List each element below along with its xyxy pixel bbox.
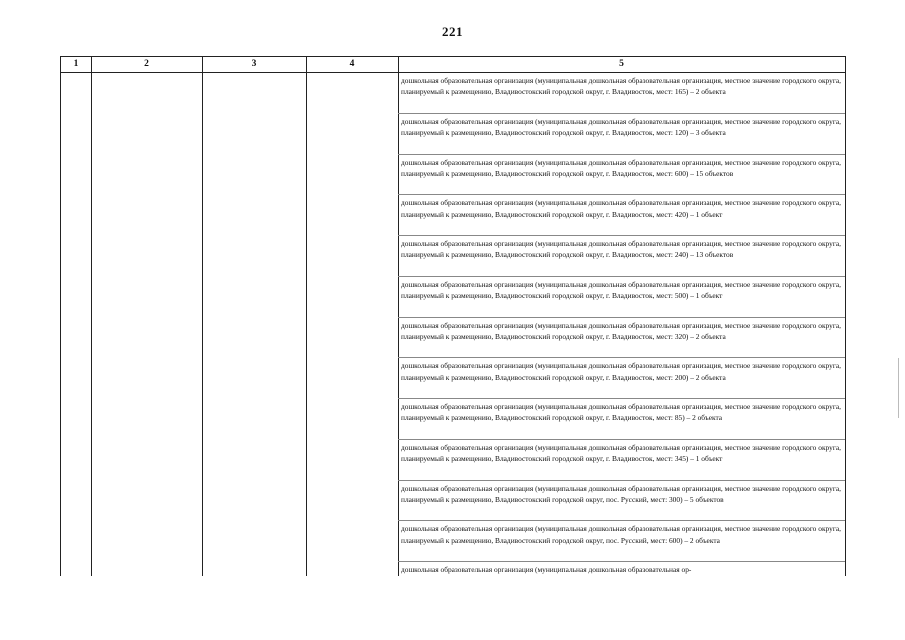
list-item: дошкольная образовательная организация (муниципальная дошкольная образовательная организация, местное значение городского округа, планируемый к размещению, Владивостокский городской округ, пос. Русский, мест: 300) – 5 объектов bbox=[398, 481, 845, 522]
header-col-5: 5 bbox=[619, 59, 624, 69]
column-divider bbox=[202, 57, 203, 576]
header-col-2: 2 bbox=[144, 59, 149, 69]
list-item: дошкольная образовательная организация (муниципальная дошкольная образовательная организация, местное значение городского округа, планируемый к размещению, Владивостокский городской округ, г. Владивосток, мест: 85) – 2 объекта bbox=[398, 399, 845, 440]
data-table bbox=[60, 56, 846, 576]
column-divider bbox=[306, 57, 307, 576]
list-item: дошкольная образовательная организация (муниципальная дошкольная образовательная организация, местное значение городского округа, планируемый к размещению, Владивостокский городской округ, г. Владивосток, мест: 165) – 2 объекта bbox=[398, 73, 845, 114]
column-5-content bbox=[398, 73, 845, 576]
header-col-3: 3 bbox=[251, 59, 257, 69]
header-col-1: 1 bbox=[73, 59, 79, 69]
list-item: дошкольная образовательная организация (муниципальная дошкольная образовательная организация, местное значение городского округа, планируемый к размещению, Владивостокский городской округ, г. Владивосток, мест: 420) – 1 объект bbox=[398, 195, 845, 236]
list-item: дошкольная образовательная организация (муниципальная дошкольная образовательная организация, местное значение городского округа, планируемый к размещению, Владивостокский городской округ, г. Владивосток, мест: 600) – 15 объектов bbox=[398, 155, 845, 196]
list-item: дошкольная образовательная организация (муниципальная дошкольная образовательная организация, местное значение городского округа, планируемый к размещению, Владивостокский городской округ, г. Владивосток, мест: 500) – 1 объект bbox=[398, 277, 845, 318]
list-item: дошкольная образовательная организация (муниципальная дошкольная образовательная организация, местное значение городского округа, планируемый к размещению, Владивостокский городской округ, пос. Русский, мест: 600) – 2 объекта bbox=[398, 521, 845, 562]
list-item: дошкольная образовательная организация (муниципальная дошкольная образовательная организация, местное значение городского округа, планируемый к размещению, Владивостокский городской округ, г. Владивосток, мест: 200) – 2 объекта bbox=[398, 358, 845, 399]
list-item: дошкольная образовательная организация (муниципальная дошкольная образовательная организация, местное значение городского округа, планируемый к размещению, Владивостокский городской округ, г. Владивосток, мест: 345) – 1 объект bbox=[398, 440, 845, 481]
table-header bbox=[61, 57, 845, 73]
header-col-4: 4 bbox=[349, 59, 355, 69]
list-item: дошкольная образовательная организация (муниципальная дошкольная образовательная организация, местное значение городского округа, планируемый к размещению, Владивостокский городской округ, г. Владивосток, мест: 320) – 2 объекта bbox=[398, 318, 845, 359]
scan-artifact-line bbox=[898, 358, 899, 418]
page-number: 221 bbox=[442, 24, 463, 39]
column-divider bbox=[91, 57, 92, 576]
list-item: дошкольная образовательная организация (муниципальная дошкольная образовательная организация, местное значение городского округа, планируемый к размещению, Владивостокский городской округ, г. Владивосток, мест: 120) – 3 объекта bbox=[398, 114, 845, 155]
list-item: дошкольная образовательная организация (муниципальная дошкольная образовательная организация, местное значение городского округа, планируемый к размещению, Владивостокский городской округ, г. Владивосток, мест: 240) – 13 объектов bbox=[398, 236, 845, 277]
list-item: дошкольная образовательная организация (муниципальная дошкольная образовательная ор- bbox=[401, 565, 692, 574]
